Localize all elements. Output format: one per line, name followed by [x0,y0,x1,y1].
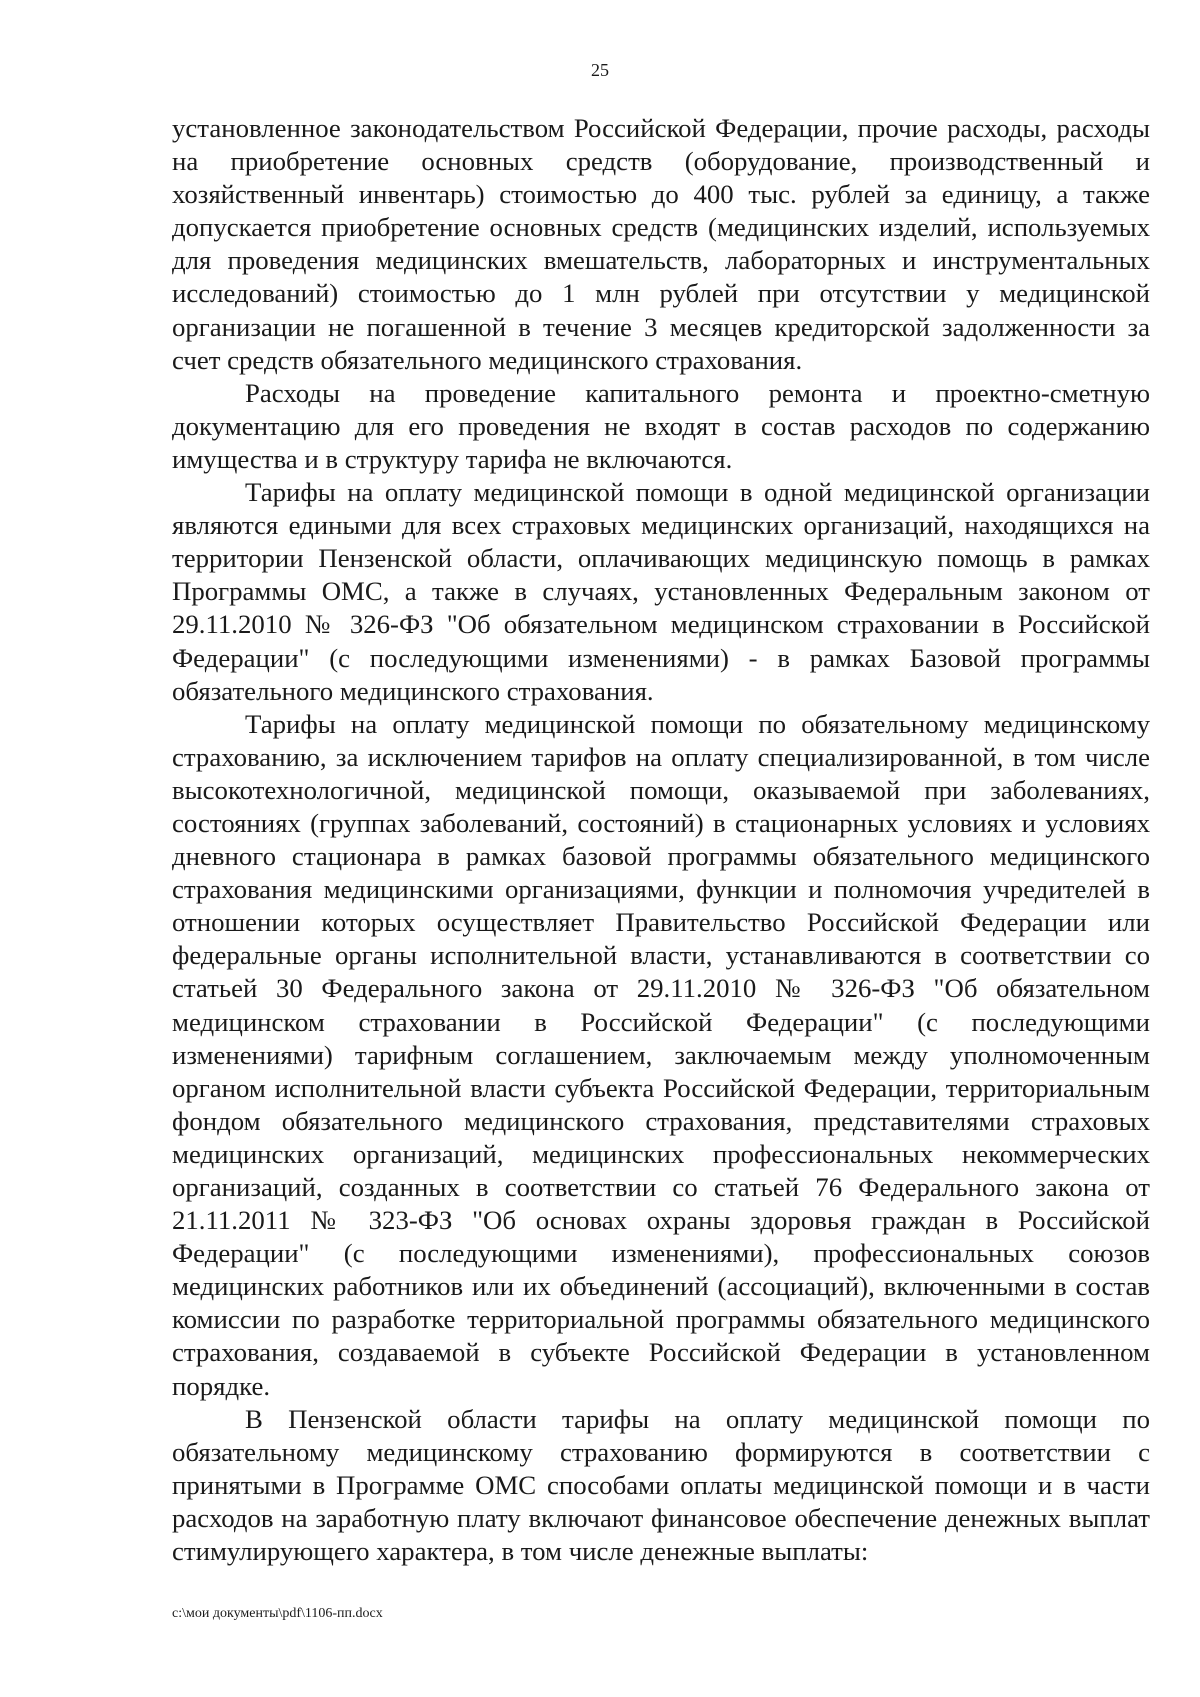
paragraph-1: установленное законодательством Российской Федерации, прочие расходы, расходы на приобретение основных средств (оборудование, производственный и хозяйственный инвентарь) стоимостью до 400 тыс. рублей за единицу, а также допускается приобретение основных средств (медицинских изделий, используемых для проведения медицинских вмешательств, лабораторных и инструментальных исследований) стоимостью до 1 млн рублей при отсутствии у медицинской организации не погашенной в течение 3 месяцев кредиторской задолженности за счет средств обязательного медицинского страхования. [172,113,1150,375]
page-number: 25 [591,60,609,80]
paragraph-5: В Пензенской области тарифы на оплату медицинской помощи по обязательному медицинскому страхованию формируются в соответствии с принятыми в Программе ОМС способами оплаты медицинской помощи и в части расходов на заработную плату включают финансовое обеспечение денежных выплат стимулирующего характера, в том числе денежные выплаты: [172,1403,1150,1567]
footer-file-path: c:\мои документы\pdf\1106-пп.docx [172,1606,383,1621]
paragraph-3: Тарифы на оплату медицинской помощи в одной медицинской организации являются едиными для всех страховых медицинских организаций, находящихся на территории Пензенской области, оплачивающих медицинскую помощь в рамках Программы ОМС, а также в случаях, установленных Федеральным законом от 29.11.2010 № 326-ФЗ "Об обязательном медицинском страховании в Российской Федерации" (с последующими изменениями) - в рамках Базовой программы обязательного медицинского страхования. [172,477,1150,706]
paragraph-2: Расходы на проведение капитального ремонта и проектно-сметную документацию для его проведения не входят в состав расходов по содержанию имущества и в структуру тарифа не включаются. [172,377,1150,474]
document-body [172,112,1150,1568]
paragraph-4: Тарифы на оплату медицинской помощи по обязательному медицинскому страхованию, за исключением тарифов на оплату специализированной, в том числе высокотехнологичной, медицинской помощи, оказываемой при заболеваниях, состояниях (группах заболеваний, состояний) в стационарных условиях и условиях дневного стационара в рамках базовой программы обязательного медицинского страхования медицинскими организациями, функции и полномочия учредителей в отношении которых осуществляет Правительство Российской Федерации или федеральные органы исполнительной власти, устанавливаются в соответствии со статьей 30 Федерального закона от 29.11.2010 № 326-ФЗ "Об обязательном медицинском страховании в Российской Федерации" (с последующими изменениями) тарифным соглашением, заключаемым между уполномоченным органом исполнительной власти субъекта Российской Федерации, территориальным фондом обязательного медицинского страхования, представителями страховых медицинских организаций, медицинских профессиональных некоммерческих организаций, созданных в соответствии со статьей 76 Федерального закона от 21.11.2011 № 323-ФЗ "Об основах охраны здоровья граждан в Российской Федерации" (с последующими изменениями), профессиональных союзов медицинских работников или их объединений (ассоциаций), включенными в состав комиссии по разработке территориальной программы обязательного медицинского страхования, создаваемой в субъекте Российской Федерации в установленном порядке. [172,708,1150,1401]
